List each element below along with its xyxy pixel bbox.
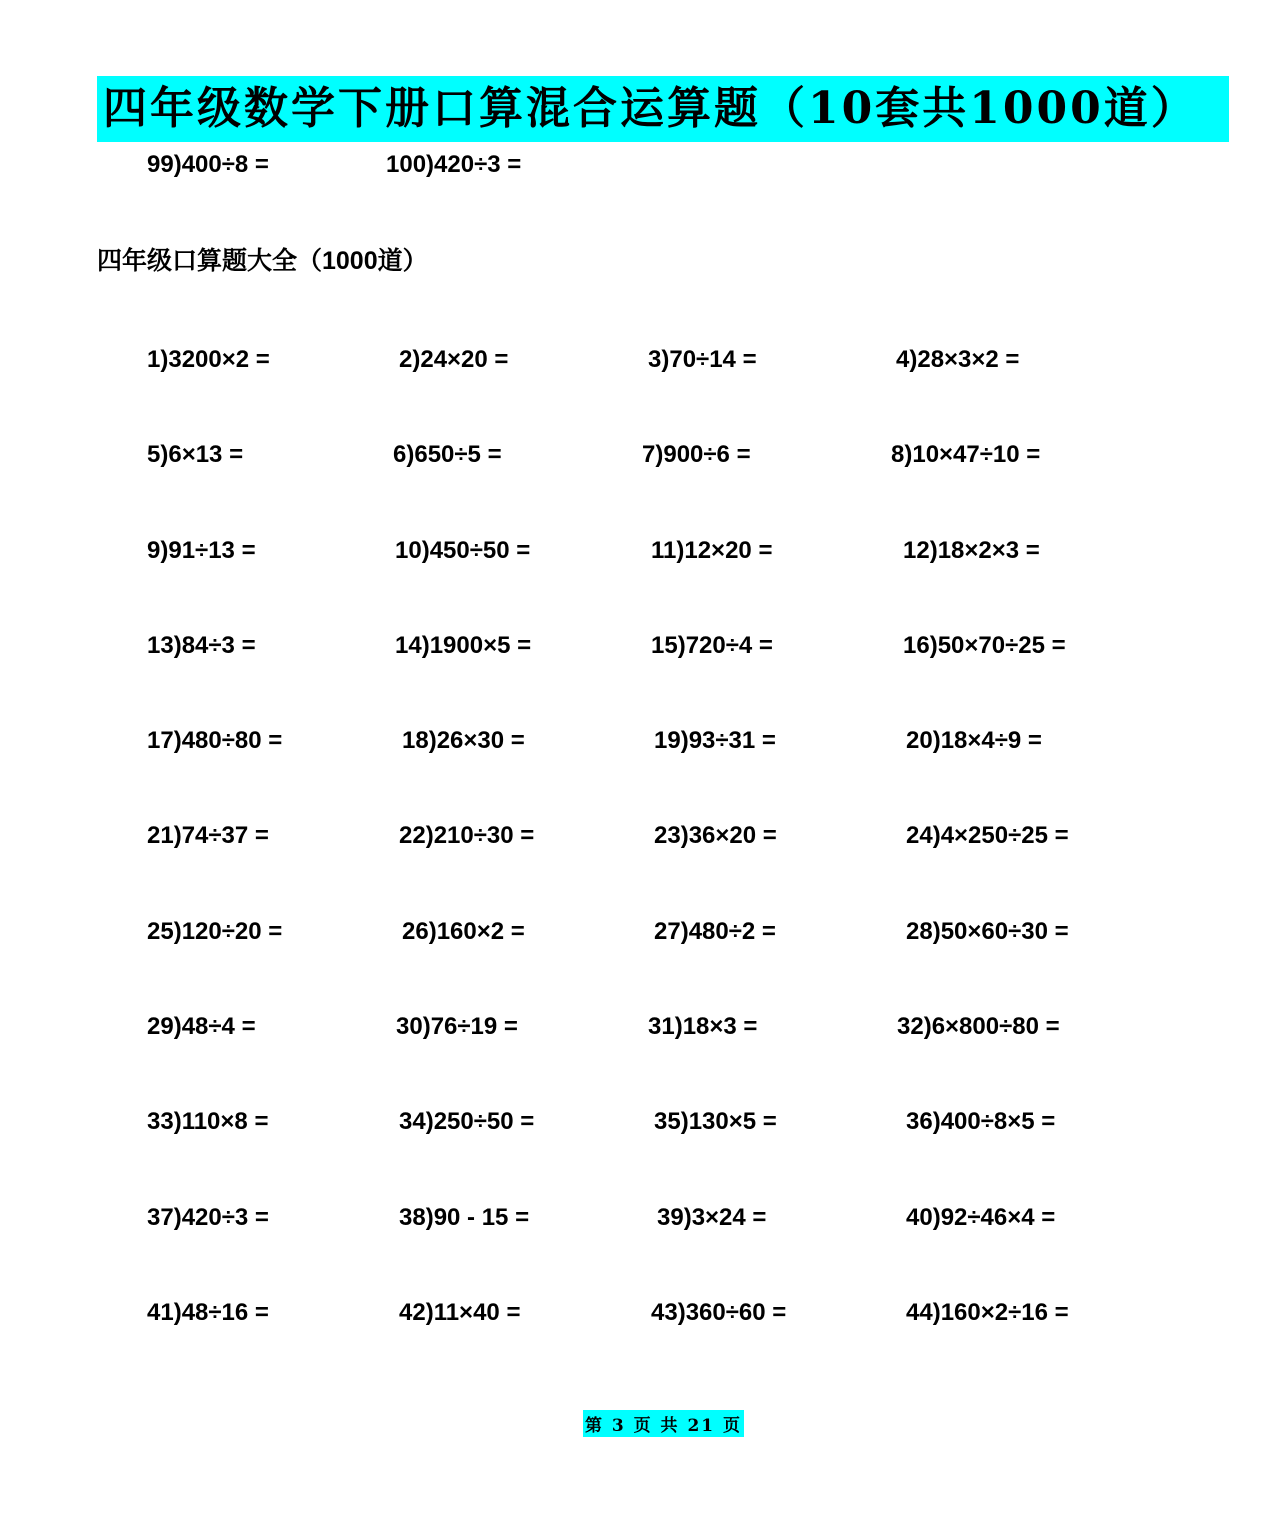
- problem-item: 26)160×2 =: [402, 918, 525, 945]
- problem-item: 35)130×5 =: [654, 1108, 777, 1135]
- problem-item: 11)12×20 =: [651, 537, 773, 564]
- problem-item: 2)24×20 =: [399, 346, 509, 373]
- page-title: 四年级数学下册口算混合运算题（10套共1000道）: [103, 83, 1198, 134]
- problem-item: 99)400÷8 =: [147, 151, 269, 178]
- problem-item: 34)250÷50 =: [399, 1108, 535, 1135]
- problem-item: 33)110×8 =: [147, 1108, 269, 1135]
- problem-item: 38)90 - 15 =: [399, 1204, 530, 1231]
- problem-item: 3)70÷14 =: [648, 346, 757, 373]
- problem-item: 41)48÷16 =: [147, 1299, 269, 1326]
- problem-item: 100)420÷3 =: [386, 151, 522, 178]
- problem-item: 20)18×4÷9 =: [906, 727, 1042, 754]
- problem-item: 27)480÷2 =: [654, 918, 776, 945]
- problem-item: 36)400÷8×5 =: [906, 1108, 1056, 1135]
- problem-item: 32)6×800÷80 =: [897, 1013, 1060, 1040]
- problem-item: 25)120÷20 =: [147, 918, 283, 945]
- problem-item: 30)76÷19 =: [396, 1013, 518, 1040]
- problem-item: 21)74÷37 =: [147, 822, 269, 849]
- problem-item: 18)26×30 =: [402, 727, 525, 754]
- problem-item: 1)3200×2 =: [147, 346, 270, 373]
- problem-item: 8)10×47÷10 =: [891, 441, 1041, 468]
- problem-item: 43)360÷60 =: [651, 1299, 787, 1326]
- problem-item: 13)84÷3 =: [147, 632, 256, 659]
- problem-item: 10)450÷50 =: [395, 537, 531, 564]
- problem-item: 15)720÷4 =: [651, 632, 773, 659]
- problem-item: 4)28×3×2 =: [896, 346, 1020, 373]
- problem-item: 12)18×2×3 =: [903, 537, 1040, 564]
- problem-item: 16)50×70÷25 =: [903, 632, 1066, 659]
- problem-item: 24)4×250÷25 =: [906, 822, 1069, 849]
- problem-item: 9)91÷13 =: [147, 537, 256, 564]
- problem-item: 19)93÷31 =: [654, 727, 776, 754]
- problem-item: 29)48÷4 =: [147, 1013, 256, 1040]
- problem-item: 37)420÷3 =: [147, 1204, 269, 1231]
- problem-item: 40)92÷46×4 =: [906, 1204, 1056, 1231]
- problem-item: 44)160×2÷16 =: [906, 1299, 1069, 1326]
- problem-item: 22)210÷30 =: [399, 822, 535, 849]
- problem-item: 7)900÷6 =: [642, 441, 751, 468]
- section-heading: 四年级口算题大全（1000道）: [97, 247, 428, 275]
- problem-item: 23)36×20 =: [654, 822, 777, 849]
- problem-item: 6)650÷5 =: [393, 441, 502, 468]
- problem-item: 39)3×24 =: [657, 1204, 767, 1231]
- problem-item: 28)50×60÷30 =: [906, 918, 1069, 945]
- problem-item: 17)480÷80 =: [147, 727, 283, 754]
- page-number-footer: 第 3 页 共 21 页: [583, 1410, 744, 1437]
- problem-item: 5)6×13 =: [147, 441, 244, 468]
- problem-item: 31)18×3 =: [648, 1013, 758, 1040]
- problem-item: 42)11×40 =: [399, 1299, 521, 1326]
- problem-item: 14)1900×5 =: [395, 632, 532, 659]
